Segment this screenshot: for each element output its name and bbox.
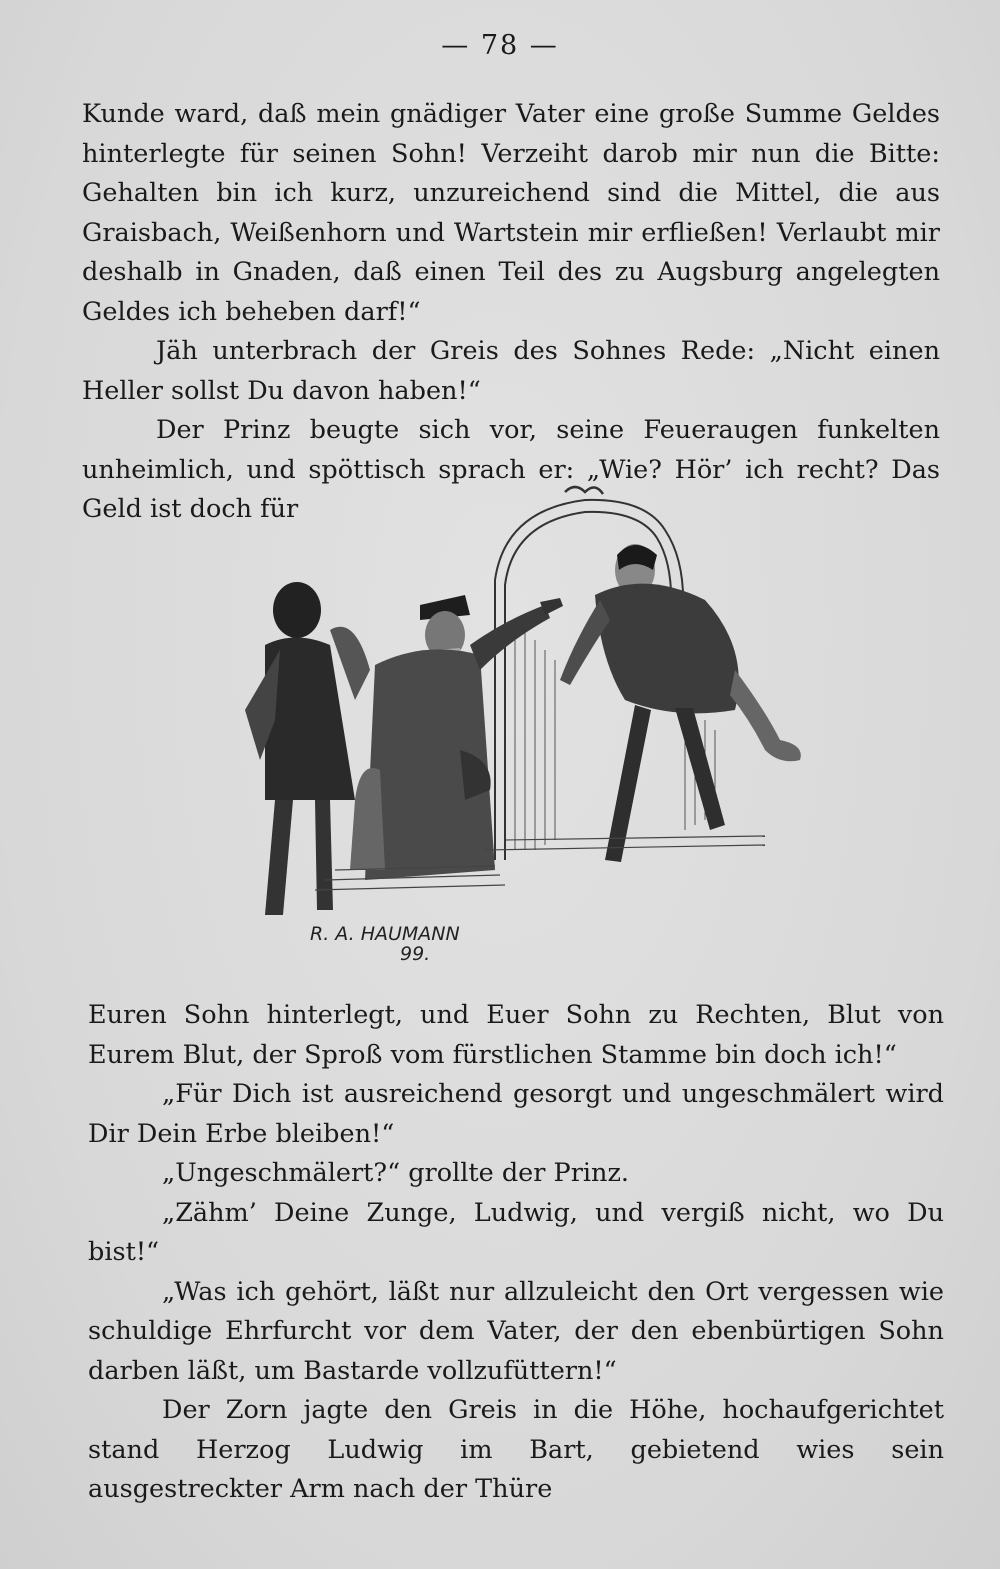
text-block-top bbox=[82, 95, 940, 530]
engraving-scene bbox=[205, 470, 825, 970]
page-number: — 78 — bbox=[441, 30, 559, 61]
paragraph: Jäh unterbrach der Greis des Sohnes Rede: „Nicht einen Heller sollst Du davon haben!“ bbox=[82, 336, 940, 406]
paragraph: Kunde ward, daß mein gnädiger Vater eine große Summe Geldes hinterlegte für seinen Sohn! Verzeiht darob mir nun die Bitte: Gehalten bin ich kurz, unzureichend sind die Mittel, die aus Graisbach, Weißenhorn und Wartstein mir erfließen! Verlaubt mir deshalb in Gnaden, daß einen Teil des zu Augsburg angelegten Geldes ich beheben darf!“ bbox=[82, 99, 940, 327]
figure-old-duke bbox=[350, 595, 563, 880]
illustration bbox=[205, 470, 825, 970]
artist-signature: R. A. HAUMANN bbox=[310, 923, 460, 945]
paragraph: „Zähm’ Deine Zunge, Ludwig, und vergiß nicht, wo Du bist!“ bbox=[88, 1197, 944, 1267]
text-block-bottom bbox=[88, 996, 944, 1510]
paragraph: „Was ich gehört, läßt nur allzuleicht den Ort vergessen wie schuldige Ehrfurcht vor dem Vater, der den ebenbürtigen Sohn darben läßt, um Bastarde vollzufüttern!“ bbox=[88, 1276, 944, 1386]
paragraph: Euren Sohn hinterlegt, und Euer Sohn zu Rechten, Blut von Eurem Blut, der Sproß vom fürstlichen Stamme bin doch ich!“ bbox=[88, 1000, 944, 1070]
paragraph: „Für Dich ist ausreichend gesorgt und ungeschmälert wird Dir Dein Erbe bleiben!“ bbox=[88, 1079, 944, 1149]
artist-signature-year: 99. bbox=[400, 943, 431, 965]
paragraph: „Ungeschmälert?“ grollte der Prinz. bbox=[162, 1158, 630, 1188]
figure-prince bbox=[560, 544, 801, 862]
paragraph: Der Prinz beugte sich vor, seine Feueraugen funkelten unheimlich, und spöttisch sprach er: „Wie? Hör’ ich recht? Das Geld ist doch für bbox=[82, 415, 940, 524]
paragraph: Der Zorn jagte den Greis in die Höhe, hochaufgerichtet stand Herzog Ludwig im Bart, gebietend wies sein ausgestreckter Arm nach der Thüre bbox=[88, 1395, 944, 1504]
